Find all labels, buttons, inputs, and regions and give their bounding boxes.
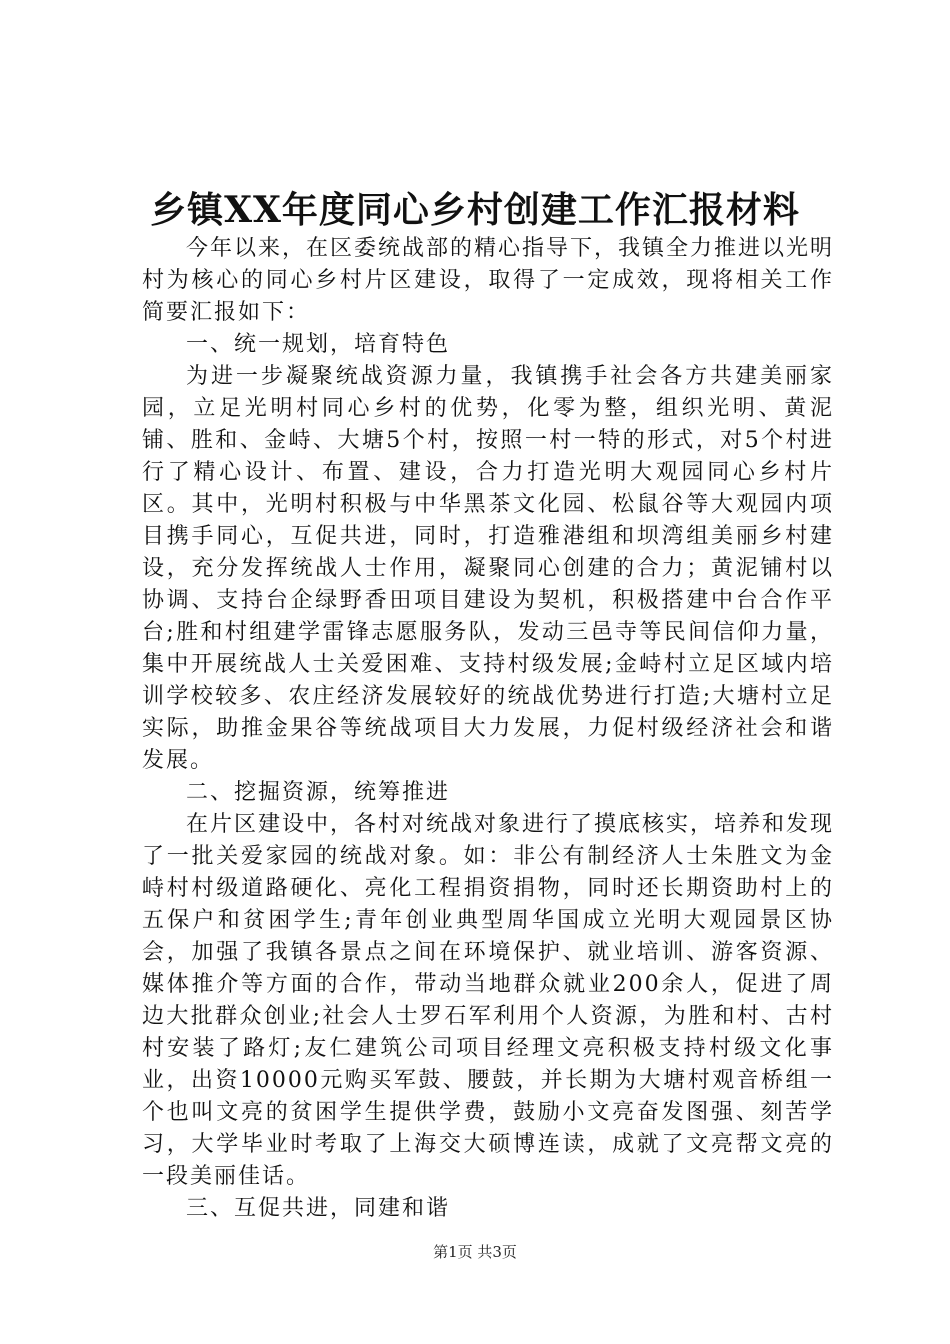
section-heading-1: 一、统一规划，培育特色 (186, 332, 451, 357)
document-body (142, 233, 834, 1225)
section-1-paragraph: 为进一步凝聚统战资源力量，我镇携手社会各方共建美丽家园，立足光明村同心乡村的优势，化零为整，组织光明、黄泥铺、胜和、金峙、大塘5个村，按照一村一特的形式，对5个村进行了精心设计、布置、建设，合力打造光明大观园同心乡村片区。其中，光明村积极与中华黑茶文化园、松鼠谷等大观园内项目携手同心，互促共进，同时，打造雅港组和坝湾组美丽乡村建设，充分发挥统战人士作用，凝聚同心创建的合力；黄泥铺村以协调、支持台企绿野香田项目建设为契机，积极搭建中台合作平台;胜和村组建学雷锋志愿服务队，发动三邑寺等民间信仰力量，集中开展统战人士关爱困难、支持村级发展;金峙村立足区域内培训学校较多、农庄经济发展较好的统战优势进行打造;大塘村立足实际，助推金果谷等统战项目大力发展，力促村级经济社会和谐发展。 (142, 364, 834, 773)
page-footer: 第1页 共3页 (433, 1243, 517, 1261)
document-title: 乡镇XX年度同心乡村创建工作汇报材料 (150, 189, 800, 231)
section-heading-2: 二、挖掘资源，统筹推进 (186, 780, 451, 805)
section-heading-3: 三、互促共进，同建和谐 (186, 1196, 451, 1221)
intro-paragraph: 今年以来，在区委统战部的精心指导下，我镇全力推进以光明村为核心的同心乡村片区建设，取得了一定成效，现将相关工作简要汇报如下： (142, 236, 835, 325)
section-2-paragraph: 在片区建设中，各村对统战对象进行了摸底核实，培养和发现了一批关爱家园的统战对象。如：非公有制经济人士朱胜文为金峙村村级道路硬化、亮化工程捐资捐物，同时还长期资助村上的五保户和贫困学生;青年创业典型周华国成立光明大观园景区协会，加强了我镇各景点之间在环境保护、就业培训、游客资源、媒体推介等方面的合作，带动当地群众就业200余人，促进了周边大批群众创业;社会人士罗石军利用个人资源，为胜和村、古村村安装了路灯;友仁建筑公司项目经理文亮积极支持村级文化事业，出资10000元购买军鼓、腰鼓，并长期为大塘村观音桥组一个也叫文亮的贫困学生提供学费，鼓励小文亮奋发图强、刻苦学习，大学毕业时考取了上海交大硕博连读，成就了文亮帮文亮的一段美丽佳话。 (142, 812, 835, 1189)
